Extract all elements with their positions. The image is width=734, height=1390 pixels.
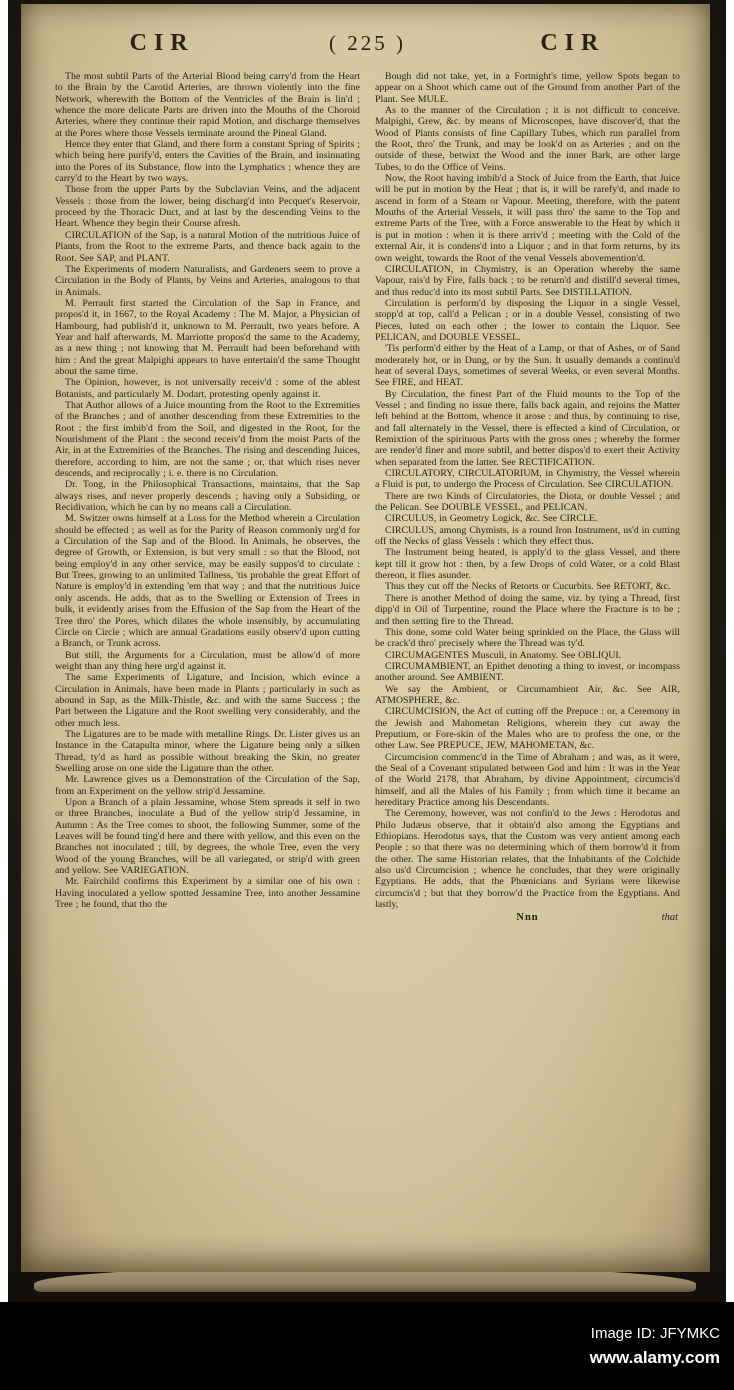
- paragraph: Those from the upper Parts by the Subclavian Veins, and the adjacent Vessels : those from the lower, being discharg'd into Pecquet's Reservoir, proceed by the Thoracic Duct, and at last by the descending Veins to the Heart. Whence they begin their Course afresh.: [55, 184, 360, 230]
- right-column-paragraphs: [375, 71, 680, 910]
- left-column: [55, 71, 360, 924]
- paragraph: Now, the Root having imbib'd a Stock of Juice from the Earth, that Juice will be put in motion by the Heat ; that is, it will be rarefy'd, and made to ascend in form of a Steam or Vapour. Meeting, therefore, with the patent Mouths of the Arterial Vessels, it will pass thro' the same to the Top and extreme Parts of the Tree, with a Force answerable to the Heat by which it is put in motion : when it is there arriv'd ; meeting with the Cold of the external Air, it is condens'd into a Liquor ; and in that form returns, by its own weight, towards the Root of the venal Vessels abovemention'd.: [375, 173, 680, 264]
- paragraph: But still, the Arguments for a Circulation, must be allow'd of more weight than any thing here urg'd against it.: [55, 649, 360, 672]
- paragraph: Mr. Fairchild confirms this Experiment by a similar one of his own : Having inoculated a yellow spotted Jessamine Tree, into another Jessamine Tree ; he found, that tho the: [55, 876, 360, 911]
- paragraph: CIRCUMCISION, the Act of cutting off the Prepuce : or, a Ceremony in the Jewish and Mahometan Religions, wherein they cut away the Preputium, or Fore-skin of the Males who are to profess the one, or the other Law. See PREPUCE, JEW, MAHOMETAN, &c.: [375, 706, 680, 752]
- book-page-photo: [8, 0, 726, 1302]
- paragraph: The Ceremony, however, was not confin'd to the Jews : Herodotus and Philo Judæus observe, that it obtain'd also among the Egyptians and Ethiopians. Herodotus says, that the Custom was very antient among each People ; so that there was no determining which of them borrow'd it from the other. The same Historian relates, that the Inhabitants of the Colchide also us'd Circumcision ; whence he concludes, that they were originally Egyptians. He adds, that the Phœnicians and Syrians were likewise circumcis'd ; but that they borrow'd the Practice from the Egyptians. And lastly,: [375, 808, 680, 911]
- paragraph: Upon a Branch of a plain Jessamine, whose Stem spreads it self in two or three Branches, inoculate a Bud of the yellow strip'd Jessamine, in Autumn : As the Tree comes to shoot, the following Summer, some of the Leaves will be found ting'd here and there with yellow, and this even on the Branches not inoculated ; till, by degrees, the whole Tree, even the very Wood of the young Branches, will be all variegated, or strip'd with green and yellow. See VARIEGATION.: [55, 797, 360, 877]
- signature-mark: Nnn: [516, 912, 539, 924]
- paragraph: There are two Kinds of Circulatories, the Diota, or double Vessel ; and the Pelican. See DOUBLE VESSEL, and PELICAN.: [375, 490, 680, 514]
- page-number: ( 225 ): [328, 31, 406, 55]
- paragraph: 'Tis perform'd either by the Heat of a Lamp, or that of Ashes, or of Sand moderately hot, or in Dung, or by the Sun. It usually demands a continu'd heat of several Days, sometimes of several Weeks, or even several Months. See FIRE, and HEAT.: [375, 343, 680, 389]
- paragraph: Thus they cut off the Necks of Retorts or Cucurbits. See RETORT, &c.: [385, 581, 671, 593]
- paragraph: The Opinion, however, is not universally receiv'd : some of the ablest Botanists, and particularly M. Dodart, protesting openly against it.: [55, 377, 360, 400]
- paragraph: CIRCULATION of the Sap, is a natural Motion of the nutritious Juice of Plants, from the Root to the extreme Parts, and thence back again to the Root. See SAP, and PLANT.: [55, 229, 360, 264]
- paragraph: The Instrument being heated, is apply'd to the glass Vessel, and there kept till it grow hot : then, by a few Drops of cold Water, or a cold Blast thereon, it flies asunder.: [375, 547, 680, 582]
- watermark-bar: [0, 1302, 734, 1390]
- paragraph: We say the Ambient, or Circumambient Air, &c. See AIR, ATMOSPHERE, &c.: [375, 683, 680, 706]
- paragraph: Hence they enter that Gland, and there form a constant Spring of Spirits ; which being here purify'd, enters the Cavities of the Brain, and insinuating into the Pores of its Substance, flow into the Lymphatics ; whence they are carry'd to the Heart by two ways.: [55, 139, 360, 185]
- paragraph: Bough did not take, yet, in a Fortnight's time, yellow Spots began to appear on a Shoot which came out of the Ground from another Part of the Plant. See MULE.: [375, 71, 680, 105]
- paragraph: There is another Method of doing the same, viz. by tying a Thread, first dipp'd in Oil of Turpentine, round the Place where the Fracture is to be ; and then setting fire to the Thread.: [375, 592, 680, 627]
- paragraph: By Circulation, the finest Part of the Fluid mounts to the Top of the Vessel ; and finding no issue there, falls back again, and rejoins the Matter left behind at the Bottom, whence it arose : and thus, by continuing to rise, and fall alternately in the Vessel, there is effected a kind of Circulation, or Remixtion of the spirituous Parts with the gross ones ; whereby the former are render'd finer and more subtil, and better dispos'd to exert their Activity when separated from the latter. See RECTIFICATION.: [375, 388, 680, 468]
- paragraph: The most subtil Parts of the Arterial Blood being carry'd from the Heart to the Brain by the Carotid Arteries, are thrown violently into the fine Network, wherewith the Bottom of the Ventricles of the Brain is lin'd ; whence the more delicate Parts are driven into the Mouths of the Choroid Arteries, where they continue their rapid Motion, and discharge themselves at the Pores where those Vessels terminate around the Pineal Gland.: [55, 71, 360, 139]
- paragraph: The Ligatures are to be made with metalline Rings. Dr. Lister gives us an Instance in the Catapulta minor, where the Ligature being only a silken Thread, ty'd as hard as possible without breaking the Skin, no greater Swelling arose on one side the Ligature than the other.: [55, 728, 360, 774]
- watermark-text: [590, 1325, 734, 1368]
- scanned-encyclopedia-page: [21, 4, 710, 1272]
- paragraph: CIRCULUS, among Chymists, is a round Iron Instrument, us'd in cutting off the Necks of glass Vessels : which they effect thus.: [375, 524, 680, 548]
- paragraph: CIRCUMAMBIENT, an Epithet denoting a thing to invest, or incompass another around. See AMBIENT.: [375, 660, 680, 684]
- paragraph: M. Switzer owns himself at a Loss for the Method wherein a Circulation should be effected ; as well as for the Parity of Reason commonly urg'd for a Circulation of the Sap and of the Blood. In Animals, he observes, the degree of Growth, or Extension, is but very small : so that the Blood, not being employ'd in any other service, may be easily suppos'd to circulate : But Trees, growing to an unlimited Tallness, 'tis probable the great Effort of Nature is employ'd in extending 'em that way ; and that the nutritious Juice only ascends. He adds, that as to the Swelling or Extension of Trees in bulk, it evidently arises from the Effusion of the Sap from the Heart of the Tree thro' the Pores, which dilates the whole insensibly, by accumulating Circle on Circle ; which are annual Gradations easily observ'd upon cutting a Branch, or Trunk across.: [55, 513, 360, 650]
- paragraph: CIRCULUS, in Geometry Logick, &c. See CIRCLE.: [385, 513, 598, 525]
- paragraph: M. Perrault first started the Circulation of the Sap in France, and propos'd it, in 1667, to the Royal Academy : The M. Major, a Physician of Hambourg, had publish'd it, unknown to M. Perrault, two years before. A Year and half afterwards, M. Marriotte propos'd the same to the Academy, as a new thing ; not knowing that M. Perrault had been beforehand with him : And the great Malpighi appears to have entertain'd the same Thought about the same time.: [55, 297, 360, 377]
- paragraph: CIRCULATORY, CIRCULATORIUM, in Chymistry, the Vessel wherein a Fluid is put, to undergo the Process of Circulation. See CIRCULATION.: [375, 468, 680, 491]
- alamy-url: www.alamy.com: [589, 1347, 720, 1367]
- running-head-right: CIR: [540, 30, 606, 56]
- running-head-left: CIR: [129, 30, 195, 56]
- paragraph: The same Experiments of Ligature, and Incision, which evince a Circulation in Animals, have been made in Plants ; particularly in such as abound in Sap, as the Milk-Thistle, &c. and with the same Success ; the Part between the Ligature and the Root swelling very considerably, and the other much less.: [55, 672, 360, 729]
- paragraph: Circumcision commenc'd in the Time of Abraham ; and was, as it were, the Seal of a Covenant stipulated between God and him : It was in the Year of the World 2178, that Abraham, by divine Appointment, circumcis'd himself, and all the Males of his Family ; from which time it became an hereditary Practice among his Descendants.: [375, 751, 680, 808]
- paragraph: Dr. Tong, in the Philosophical Transactions, maintains, that the Sap always rises, and never properly descends ; having only a Subsiding, or Recidivation, which he can by no means call a Circulation.: [55, 479, 360, 514]
- paragraph: Circulation is perform'd by disposing the Liquor in a single Vessel, stopp'd at top, call'd a Pelican ; or in a double Vessel, consisting of two Pieces, luted on each other ; the lower to contain the Liquor. See PELICAN, and DOUBLE VESSEL.: [375, 297, 680, 343]
- running-header: [61, 30, 674, 57]
- catchword-row: [375, 912, 680, 924]
- paragraph: As to the manner of the Circulation ; it is not difficult to conceive. Malpighi, Grew, &c. by means of Microscopes, have discover'd, that the Wood of Plants consists of fine Capillary Tubes, which run parallel from the Root, thro' the Trunk, and may be look'd on as Arteries ; and on the outside of these, betwixt the Wood and the inner Bark, are other large Tubes, to do the Office of Veins.: [375, 105, 680, 173]
- image-id-label: Image ID: JFYMKC: [590, 1324, 720, 1342]
- paragraph: This done, some cold Water being sprinkled on the Place, the Glass will be crack'd thro' precisely where the Thread was ty'd.: [375, 626, 680, 650]
- paragraph: CIRCUMAGENTES Musculi, in Anatomy. See OBLIQUI.: [385, 649, 622, 661]
- paragraph: Mr. Lawrence gives us a Demonstration of the Circulation of the Sap, from an Experiment on the yellow strip'd Jessamine.: [55, 774, 360, 797]
- left-column-paragraphs: [55, 71, 360, 910]
- paragraph: The Experiments of modern Naturalists, and Gardeners seem to prove a Circulation in the Body of Plants, by Veins and Arteries, analogous to that in Animals.: [55, 263, 360, 298]
- catchword: that: [661, 912, 678, 924]
- paragraph: That Author allows of a Juice mounting from the Root to the Extremities of the Branches ; and of another descending from these Extremities to the Root : the first imbib'd from the Soil, and digested in the Root, for the Nourishment of the Plant : the second receiv'd from the moist Parts of the Air, in at the Extremities of the Branches. The rising and descending Juices, therefore, according to him, are not the same ; or, that which rises never descends, and reciprocally ; i. e. there is no Circulation.: [55, 399, 360, 480]
- right-column: [375, 71, 680, 924]
- text-columns: [55, 71, 680, 924]
- paragraph: CIRCULATION, in Chymistry, is an Operation whereby the same Vapour, rais'd by Fire, falls back ; to be return'd and distill'd several times, and thus reduc'd into its most subtil Parts. See DISTILLATION.: [375, 263, 680, 298]
